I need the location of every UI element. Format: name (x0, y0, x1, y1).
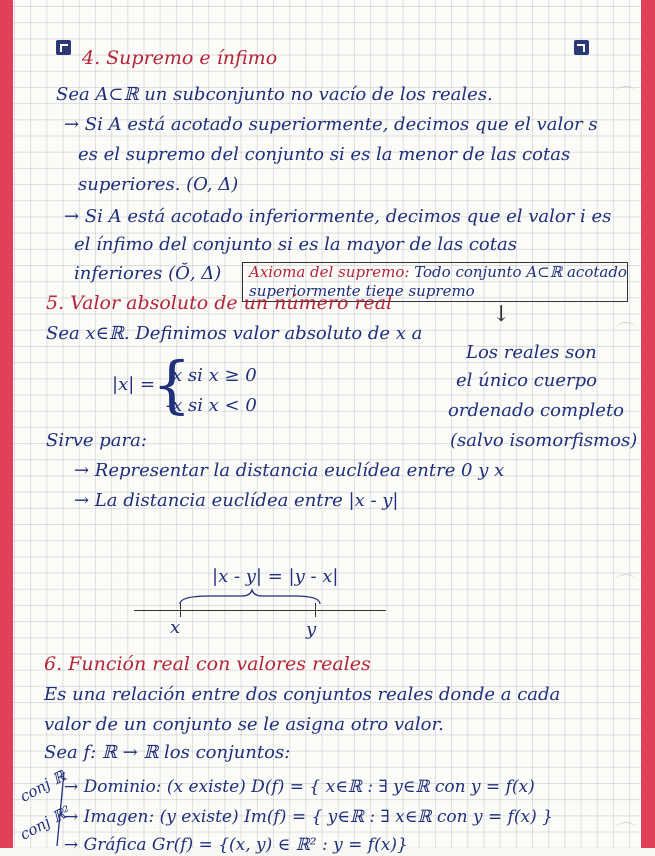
imagen-line: → Imagen: (y existe) Im(f) = { y∈ℝ : ∃ x∈ℝ con y = f(x) } (64, 807, 553, 827)
s5-intro: Sea x∈ℝ. Definimos valor absoluto de x a (46, 323, 423, 344)
section-5-title: 5. Valor absoluto de un número real (46, 292, 393, 314)
corner-mark-icon (56, 40, 71, 55)
grafica-line: → Gráfica Gr(f) = {(x, y) ∈ ℝ² : y = f(x)} (64, 835, 408, 855)
margin-note-2: conj ℝ² (16, 801, 74, 844)
binder-hole-mark (615, 86, 637, 101)
number-line-label-x: x (170, 617, 181, 638)
s4-inf-line1: → Si A está acotado inferiormente, decimos que el valor i es (64, 206, 612, 227)
s4-sup-line1: → Si A está acotado superiormente, decimos que el valor s (64, 114, 598, 135)
side-note-line4: (salvo isomorfismos) (450, 430, 638, 451)
abs-case-negative: -x si x < 0 (166, 395, 257, 416)
corner-mark-icon (574, 40, 589, 55)
number-line (134, 610, 386, 611)
s4-inf-line3: inferiores (Ŏ, Δ) (74, 263, 222, 284)
s4-sup-line2: es el supremo del conjunto si es la menor de las cotas (78, 144, 571, 165)
margin-note-1: conj ℝ (16, 766, 69, 806)
use-2: → La distancia euclídea entre |x - y| (74, 490, 399, 511)
distance-brace (170, 586, 330, 608)
axiom-text-2: superiormente tiene supremo (249, 282, 475, 300)
s6-line3: Sea f: ℝ → ℝ los conjuntos: (44, 742, 291, 763)
axiom-text-1: Todo conjunto A⊂ℝ acotado (409, 263, 627, 281)
tick-y (315, 603, 316, 617)
down-arrow-icon: ↓ (492, 302, 511, 327)
distance-equality: |x - y| = |y - x| (212, 566, 339, 587)
s6-line1: Es una relación entre dos conjuntos reales donde a cada (44, 684, 561, 705)
binder-hole-mark (615, 822, 637, 837)
section-6-title: 6. Función real con valores reales (44, 653, 371, 675)
abs-value-lhs: |x| = (112, 374, 156, 395)
s6-line2: valor de un conjunto se le asigna otro valor. (44, 714, 444, 735)
cases-brace: { (152, 348, 192, 421)
dominio-line: → Dominio: (x existe) D(f) = { x∈ℝ : ∃ y∈ℝ con y = f(x) (64, 777, 535, 797)
binder-hole-mark (615, 322, 637, 337)
binder-hole-mark (615, 574, 637, 589)
left-red-edge (0, 0, 13, 848)
sirve-para: Sirve para: (46, 430, 147, 451)
number-line-label-y: y (306, 619, 317, 640)
axiom-title: Axioma del supremo: (249, 263, 410, 281)
right-red-edge (641, 0, 655, 848)
side-note-line1: Los reales son (466, 342, 597, 363)
s4-intro: Sea A⊂ℝ un subconjunto no vacío de los reales. (56, 84, 493, 105)
abs-case-positive: x si x ≥ 0 (172, 365, 257, 386)
s4-sup-line3: superiores. (O, Δ) (78, 174, 239, 195)
use-1: → Representar la distancia euclídea entre 0 y x (74, 460, 505, 481)
tick-x (180, 603, 181, 617)
side-note-line2: el único cuerpo (456, 370, 598, 391)
s4-inf-line2: el ínfimo del conjunto si es la mayor de las cotas (74, 234, 517, 255)
side-note-line3: ordenado completo (448, 400, 625, 421)
section-4-title: 4. Supremo e ínfimo (82, 47, 278, 69)
